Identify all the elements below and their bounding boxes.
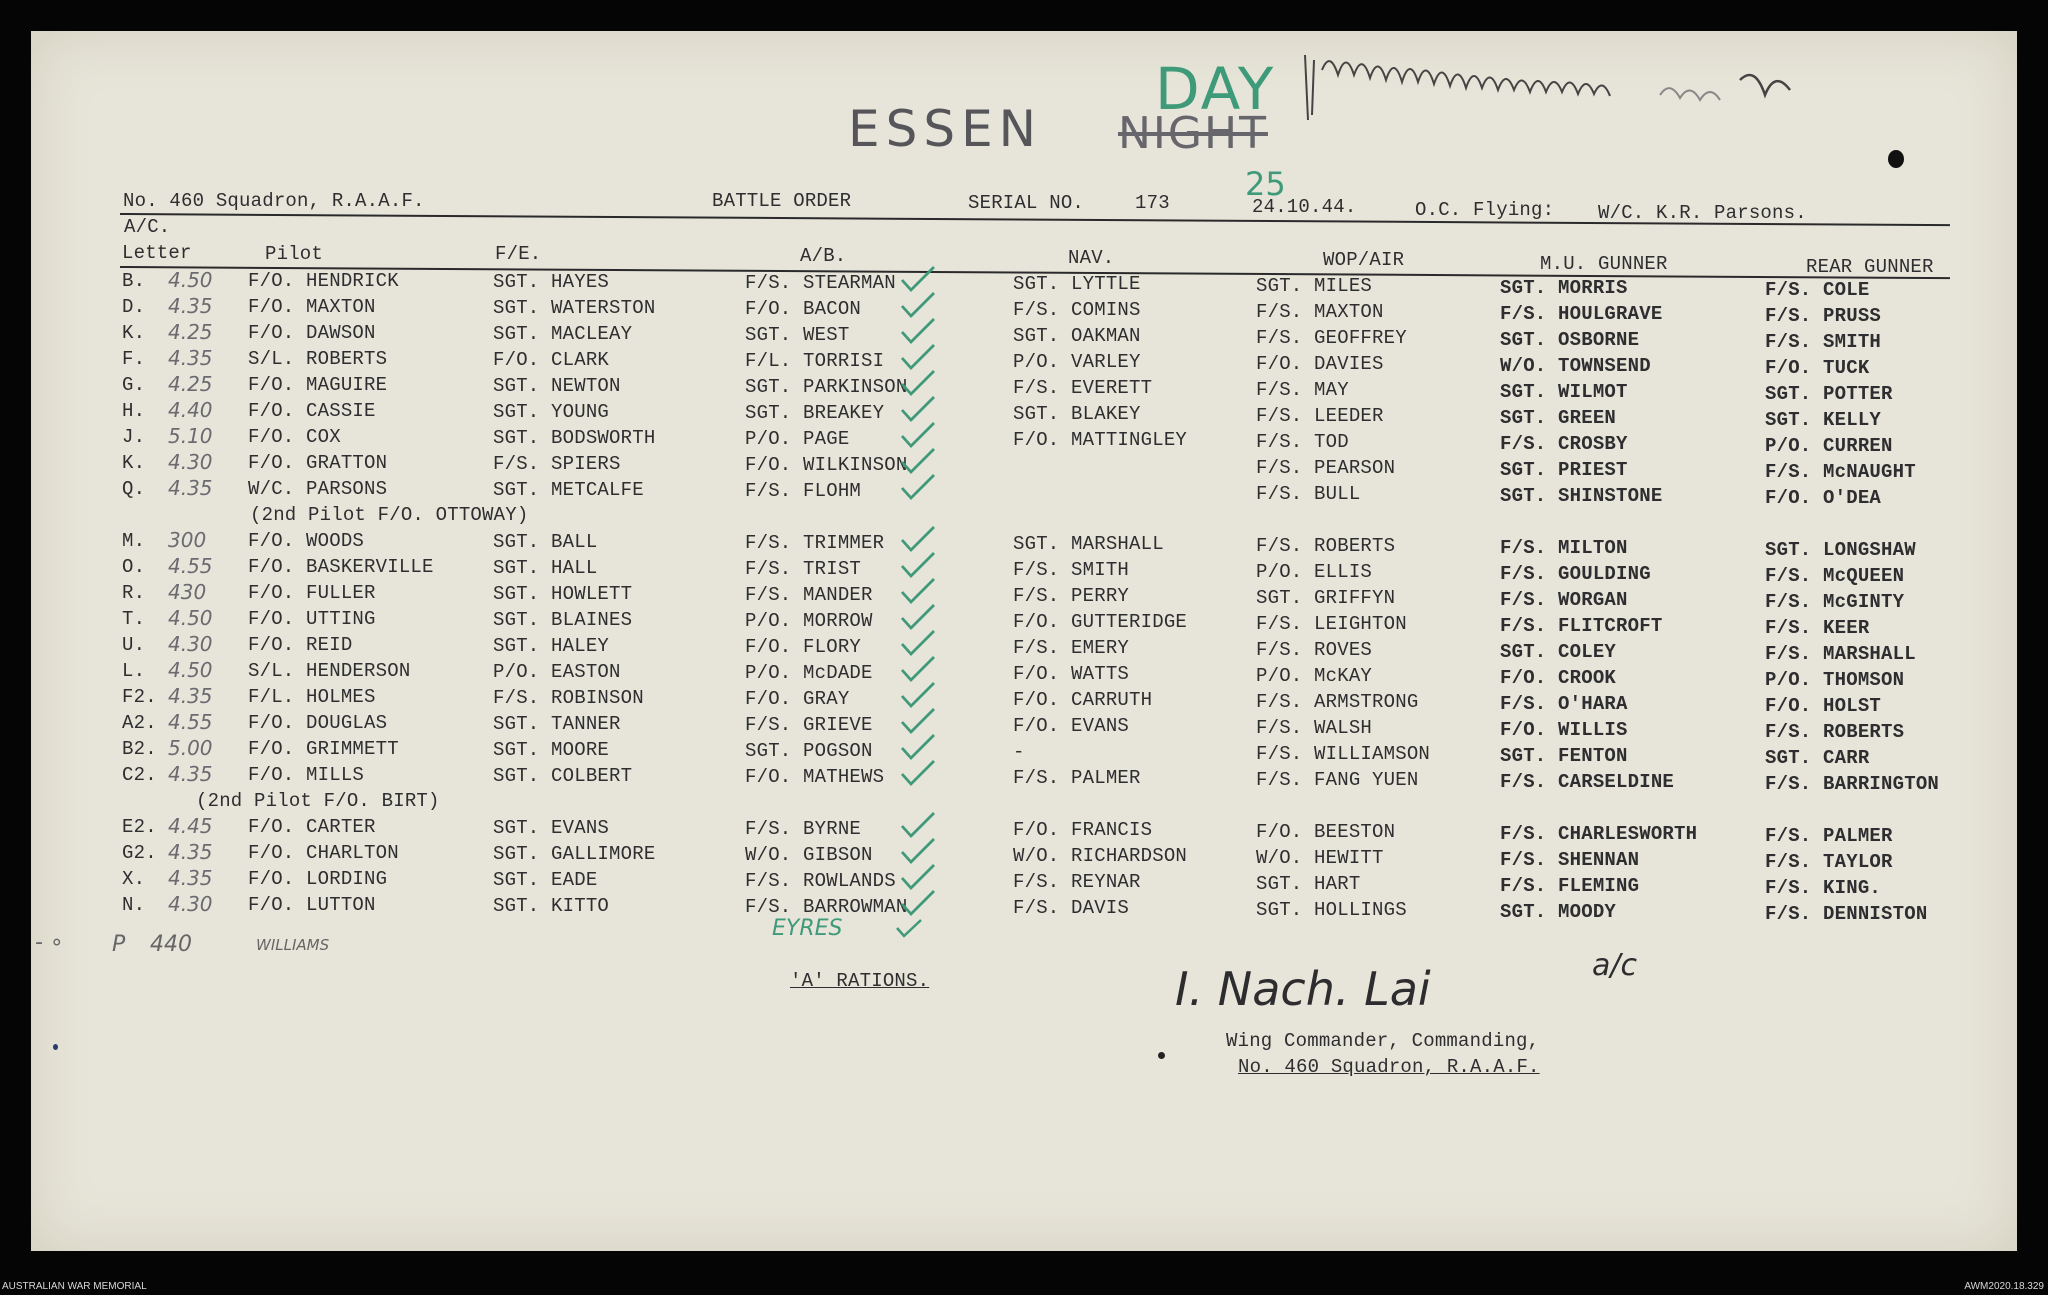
cell-fe: SGT. BALL (493, 531, 598, 553)
cell-rear: F/S. MARSHALL (1765, 643, 1916, 665)
cell-wop: F/S. GEOFFREY (1256, 327, 1407, 349)
cell-mu: F/O. WILLIS (1500, 719, 1628, 741)
cell-ab: W/O. GIBSON (745, 844, 873, 866)
cell-ab: F/S. FLOHM (745, 480, 862, 502)
cell-mu: F/S. GOULDING (1500, 563, 1651, 585)
cell-letter: T. (122, 608, 146, 630)
cell-pilot: F/O. COX (248, 426, 341, 448)
cell-pilot: S/L. ROBERTS (248, 348, 388, 370)
cell-fe: SGT. BLAINES (493, 609, 633, 631)
cell-letter: H. (122, 400, 146, 422)
cell-nav: SGT. LYTTLE (1013, 273, 1141, 295)
cell-letter: G. (122, 374, 146, 396)
cell-letter: A2. (122, 712, 157, 734)
cell-fe: SGT. HALL (493, 557, 598, 579)
check-mark (895, 916, 923, 940)
cell-rear: F/S. McQUEEN (1765, 565, 1905, 587)
cell-rear: F/S. COLE (1765, 279, 1870, 301)
cell-pilot: F/O. REID (248, 634, 353, 656)
cell-time: 300 (168, 528, 207, 552)
cell-mu: SGT. PRIEST (1500, 459, 1628, 481)
cell-fe: SGT. EVANS (493, 817, 610, 839)
cell-time: 4.35 (168, 762, 213, 786)
cell-nav: F/S. DAVIS (1013, 897, 1130, 919)
signature-suffix: a/c (1592, 948, 1637, 983)
col-wop: WOP/AIR (1323, 249, 1405, 271)
cell-pilot: F/O. DAWSON (248, 322, 376, 344)
cell-letter: K. (122, 322, 146, 344)
cell-mu: SGT. FENTON (1500, 745, 1628, 767)
cell-wop: SGT. GRIFFYN (1256, 587, 1396, 609)
cell-ab: F/L. TORRISI (745, 350, 885, 372)
cell-pilot: F/O. LUTTON (248, 894, 376, 916)
cell-nav: F/S. EVERETT (1013, 377, 1153, 399)
cell-time: 4.30 (168, 632, 213, 656)
archive-reference: AWM2020.18.329 (1964, 1281, 2044, 1292)
cell-fe: SGT. WATERSTON (493, 297, 656, 319)
col-ac: A/C. (124, 216, 171, 238)
handwritten-eyres: EYRES (772, 916, 843, 941)
cell-ab: P/O. MORROW (745, 610, 873, 632)
cell-rear: F/S. McGINTY (1765, 591, 1905, 613)
cell-fe: SGT. BODSWORTH (493, 427, 656, 449)
check-mark (900, 472, 938, 502)
cell-mu: SGT. WILMOT (1500, 381, 1628, 403)
cell-letter: E2. (122, 816, 157, 838)
cell-fe: SGT. HAYES (493, 271, 610, 293)
col-rear: REAR GUNNER (1806, 256, 1934, 278)
cell-ab: F/S. ROWLANDS (745, 870, 896, 892)
cell-ab: F/O. GRAY (745, 688, 850, 710)
cell-wop: F/O. BEESTON (1256, 821, 1396, 843)
cell-fe: SGT. KITTO (493, 895, 610, 917)
cell-mu: F/S. WORGAN (1500, 589, 1628, 611)
handwritten-target: ESSEN (848, 100, 1043, 158)
cell-rear: P/O. CURREN (1765, 435, 1893, 457)
added-crew-marks: - ∘ (35, 930, 64, 955)
cell-time: 4.35 (168, 684, 213, 708)
ink-blot (1158, 1052, 1165, 1059)
cell-nav: - (1013, 741, 1025, 763)
cell-nav: F/O. GUTTERIDGE (1013, 611, 1188, 633)
order-date: 24.10.44. (1252, 196, 1357, 218)
cell-time: 4.35 (168, 840, 213, 864)
cell-pilot: F/O. DOUGLAS (248, 712, 388, 734)
cell-time: 4.55 (168, 710, 213, 734)
cell-rear: F/S. ROBERTS (1765, 721, 1905, 743)
cell-ab: F/S. TRIST (745, 558, 862, 580)
cell-ab: F/O. BACON (745, 298, 862, 320)
signature: I. Nach. Lai (1175, 962, 1431, 1016)
cell-rear: SGT. KELLY (1765, 409, 1882, 431)
cell-fe: SGT. GALLIMORE (493, 843, 656, 865)
cell-letter: K. (122, 452, 146, 474)
cell-mu: F/O. CROOK (1500, 667, 1617, 689)
cell-fe: SGT. METCALFE (493, 479, 644, 501)
cell-fe: SGT. EADE (493, 869, 598, 891)
cell-nav: SGT. OAKMAN (1013, 325, 1141, 347)
cell-mu: SGT. COLEY (1500, 641, 1617, 663)
cell-rear: F/S. PALMER (1765, 825, 1893, 847)
cell-wop: SGT. HOLLINGS (1256, 899, 1407, 921)
cell-rear: F/S. DENNISTON (1765, 903, 1928, 925)
cell-fe: SGT. COLBERT (493, 765, 633, 787)
serial-label: SERIAL NO. (968, 192, 1085, 214)
cell-ab: SGT. WEST (745, 324, 850, 346)
cell-pilot: S/L. HENDERSON (248, 660, 411, 682)
cell-wop: F/S. WILLIAMSON (1256, 743, 1431, 765)
cell-time: 4.35 (168, 476, 213, 500)
col-pilot: Pilot (265, 243, 324, 265)
cell-nav: F/S. PERRY (1013, 585, 1130, 607)
added-crew-letter: P (112, 932, 126, 957)
cell-wop: F/S. PEARSON (1256, 457, 1396, 479)
cell-time: 5.10 (168, 424, 213, 448)
cell-time: 4.35 (168, 294, 213, 318)
cell-fe: SGT. TANNER (493, 713, 621, 735)
cell-nav: F/O. FRANCIS (1013, 819, 1153, 841)
cell-wop: F/S. WALSH (1256, 717, 1373, 739)
cell-rear: P/O. THOMSON (1765, 669, 1905, 691)
signatory-rank: Wing Commander, Commanding, (1226, 1030, 1540, 1052)
cell-mu: SGT. MORRIS (1500, 277, 1628, 299)
cell-rear: F/S. BARRINGTON (1765, 773, 1940, 795)
check-mark (900, 888, 938, 918)
cell-ab: F/S. BARROWMAN (745, 896, 908, 918)
cell-time: 4.45 (168, 814, 213, 838)
cell-time: 4.35 (168, 866, 213, 890)
col-letter: Letter (122, 242, 192, 264)
squadron-name: No. 460 Squadron, R.A.A.F. (123, 190, 425, 212)
cell-wop: F/S. MAY (1256, 379, 1349, 401)
cell-pilot: F/O. BASKERVILLE (248, 556, 434, 578)
col-mu: M.U. GUNNER (1540, 253, 1668, 275)
cell-letter: L. (122, 660, 146, 682)
scribble-mark (1300, 40, 1820, 130)
cell-ab: SGT. POGSON (745, 740, 873, 762)
cell-letter: U. (122, 634, 146, 656)
signatory-unit: No. 460 Squadron, R.A.A.F. (1238, 1056, 1540, 1078)
cell-ab: SGT. PARKINSON (745, 376, 908, 398)
cell-mu: F/S. CROSBY (1500, 433, 1628, 455)
cell-letter: R. (122, 582, 146, 604)
cell-pilot: F/O. CHARLTON (248, 842, 399, 864)
cell-wop: F/S. FANG YUEN (1256, 769, 1419, 791)
cell-letter: N. (122, 894, 146, 916)
cell-ab: F/S. MANDER (745, 584, 873, 606)
cell-fe: P/O. EASTON (493, 661, 621, 683)
cell-wop: SGT. HART (1256, 873, 1361, 895)
cell-ab: F/O. MATHEWS (745, 766, 885, 788)
cell-wop: P/O. ELLIS (1256, 561, 1373, 583)
cell-wop: P/O. McKAY (1256, 665, 1373, 687)
cell-wop: F/S. TOD (1256, 431, 1349, 453)
cell-letter: F. (122, 348, 146, 370)
cell-letter: J. (122, 426, 146, 448)
cell-pilot: F/O. FULLER (248, 582, 376, 604)
cell-pilot: F/O. CARTER (248, 816, 376, 838)
cell-mu: SGT. MOODY (1500, 901, 1617, 923)
cell-time: 430 (168, 580, 207, 604)
cell-rear: F/O. O'DEA (1765, 487, 1882, 509)
cell-letter: Q. (122, 478, 146, 500)
cell-ab: SGT. BREAKEY (745, 402, 885, 424)
cell-pilot: F/O. GRATTON (248, 452, 388, 474)
cell-ab: F/O. FLORY (745, 636, 862, 658)
second-pilot-note: (2nd Pilot F/O. BIRT) (196, 790, 440, 812)
cell-mu: F/S. CHARLESWORTH (1500, 823, 1698, 845)
cell-nav: P/O. VARLEY (1013, 351, 1141, 373)
cell-pilot: F/O. MAXTON (248, 296, 376, 318)
cell-wop: F/S. LEIGHTON (1256, 613, 1407, 635)
cell-pilot: F/O. GRIMMETT (248, 738, 399, 760)
cell-nav: SGT. MARSHALL (1013, 533, 1164, 555)
cell-ab: F/S. GRIEVE (745, 714, 873, 736)
cell-rear: F/S. TAYLOR (1765, 851, 1893, 873)
cell-nav: F/S. COMINS (1013, 299, 1141, 321)
cell-ab: F/S. STEARMAN (745, 272, 896, 294)
cell-letter: X. (122, 868, 146, 890)
serial-number: 173 (1135, 192, 1170, 214)
cell-mu: W/O. TOWNSEND (1500, 355, 1651, 377)
cell-nav: W/O. RICHARDSON (1013, 845, 1188, 867)
cell-letter: B. (122, 270, 146, 292)
cell-rear: F/O. TUCK (1765, 357, 1870, 379)
cell-letter: B2. (122, 738, 157, 760)
cell-time: 4.30 (168, 892, 213, 916)
ink-speck (53, 1044, 58, 1050)
cell-nav: F/O. MATTINGLEY (1013, 429, 1188, 451)
cell-rear: F/S. SMITH (1765, 331, 1882, 353)
cell-mu: F/S. FLITCROFT (1500, 615, 1663, 637)
cell-rear: F/S. McNAUGHT (1765, 461, 1916, 483)
cell-time: 4.25 (168, 320, 213, 344)
cell-letter: C2. (122, 764, 157, 786)
cell-pilot: F/L. HOLMES (248, 686, 376, 708)
cell-mu: F/S. O'HARA (1500, 693, 1628, 715)
cell-letter: F2. (122, 686, 157, 708)
added-crew-time: 440 (150, 932, 192, 957)
handwritten-day: DAY (1155, 55, 1276, 123)
oc-flying-label: O.C. Flying: (1415, 199, 1555, 221)
cell-fe: F/S. SPIERS (493, 453, 621, 475)
cell-time: 4.50 (168, 268, 213, 292)
second-pilot-note: (2nd Pilot F/O. OTTOWAY) (250, 504, 529, 526)
cell-ab: P/O. McDADE (745, 662, 873, 684)
cell-time: 4.30 (168, 450, 213, 474)
cell-fe: SGT. HOWLETT (493, 583, 633, 605)
oc-flying-name: W/C. K.R. Parsons. (1598, 202, 1807, 224)
cell-nav: SGT. BLAKEY (1013, 403, 1141, 425)
cell-ab: P/O. PAGE (745, 428, 850, 450)
check-mark (900, 758, 938, 788)
cell-nav: F/O. CARRUTH (1013, 689, 1153, 711)
cell-time: 4.25 (168, 372, 213, 396)
cell-time: 4.40 (168, 398, 213, 422)
cell-wop: F/S. LEEDER (1256, 405, 1384, 427)
cell-letter: D. (122, 296, 146, 318)
cell-pilot: F/O. CASSIE (248, 400, 376, 422)
cell-nav: F/S. SMITH (1013, 559, 1130, 581)
cell-mu: SGT. OSBORNE (1500, 329, 1640, 351)
cell-rear: SGT. POTTER (1765, 383, 1893, 405)
cell-wop: F/O. DAVIES (1256, 353, 1384, 375)
cell-time: 4.50 (168, 658, 213, 682)
cell-rear: F/S. PRUSS (1765, 305, 1882, 327)
cell-letter: M. (122, 530, 146, 552)
cell-time: 4.50 (168, 606, 213, 630)
cell-fe: SGT. NEWTON (493, 375, 621, 397)
cell-nav: F/S. REYNAR (1013, 871, 1141, 893)
cell-mu: F/S. MILTON (1500, 537, 1628, 559)
archive-credit: AUSTRALIAN WAR MEMORIAL (2, 1281, 147, 1292)
cell-rear: F/S. KEER (1765, 617, 1870, 639)
cell-fe: F/S. ROBINSON (493, 687, 644, 709)
cell-nav: F/S. EMERY (1013, 637, 1130, 659)
rations-note: 'A' RATIONS. (790, 970, 930, 992)
cell-pilot: F/O. WOODS (248, 530, 365, 552)
ink-dot (1888, 150, 1904, 168)
cell-pilot: F/O. MAGUIRE (248, 374, 388, 396)
cell-wop: F/S. BULL (1256, 483, 1361, 505)
cell-mu: F/S. SHENNAN (1500, 849, 1640, 871)
cell-mu: F/S. HOULGRAVE (1500, 303, 1663, 325)
cell-rear: F/O. HOLST (1765, 695, 1882, 717)
cell-fe: SGT. MOORE (493, 739, 610, 761)
cell-wop: F/S. MAXTON (1256, 301, 1384, 323)
cell-pilot: W/C. PARSONS (248, 478, 388, 500)
cell-pilot: F/O. LORDING (248, 868, 388, 890)
cell-nav: F/O. WATTS (1013, 663, 1130, 685)
col-ab: A/B. (800, 245, 847, 267)
cell-letter: G2. (122, 842, 157, 864)
cell-mu: F/S. FLEMING (1500, 875, 1640, 897)
cell-time: 5.00 (168, 736, 213, 760)
cell-pilot: F/O. HENDRICK (248, 270, 399, 292)
col-nav: NAV. (1068, 247, 1115, 269)
cell-pilot: F/O. MILLS (248, 764, 365, 786)
col-fe: F/E. (495, 243, 542, 265)
cell-wop: F/S. ROVES (1256, 639, 1373, 661)
cell-nav: F/O. EVANS (1013, 715, 1130, 737)
cell-nav: F/S. PALMER (1013, 767, 1141, 789)
cell-mu: F/S. CARSELDINE (1500, 771, 1675, 793)
cell-fe: SGT. HALEY (493, 635, 610, 657)
cell-rear: SGT. LONGSHAW (1765, 539, 1916, 561)
cell-fe: SGT. MACLEAY (493, 323, 633, 345)
cell-rear: F/S. KING. (1765, 877, 1882, 899)
cell-time: 4.35 (168, 346, 213, 370)
cell-mu: SGT. SHINSTONE (1500, 485, 1663, 507)
cell-fe: F/O. CLARK (493, 349, 610, 371)
cell-mu: SGT. GREEN (1500, 407, 1617, 429)
added-crew-name: WILLIAMS (256, 936, 330, 954)
cell-ab: F/S. TRIMMER (745, 532, 885, 554)
cell-rear: SGT. CARR (1765, 747, 1870, 769)
cell-fe: SGT. YOUNG (493, 401, 610, 423)
cell-wop: F/S. ARMSTRONG (1256, 691, 1419, 713)
cell-pilot: F/O. UTTING (248, 608, 376, 630)
handwritten-date-correction: 25 (1245, 165, 1286, 203)
cell-ab: F/O. WILKINSON (745, 454, 908, 476)
cell-wop: SGT. MILES (1256, 275, 1373, 297)
document-title: BATTLE ORDER (712, 190, 852, 212)
cell-time: 4.55 (168, 554, 213, 578)
cell-ab: F/S. BYRNE (745, 818, 862, 840)
cell-letter: O. (122, 556, 146, 578)
cell-wop: F/S. ROBERTS (1256, 535, 1396, 557)
handwritten-night-struck: NIGHT (1118, 108, 1268, 159)
cell-wop: W/O. HEWITT (1256, 847, 1384, 869)
